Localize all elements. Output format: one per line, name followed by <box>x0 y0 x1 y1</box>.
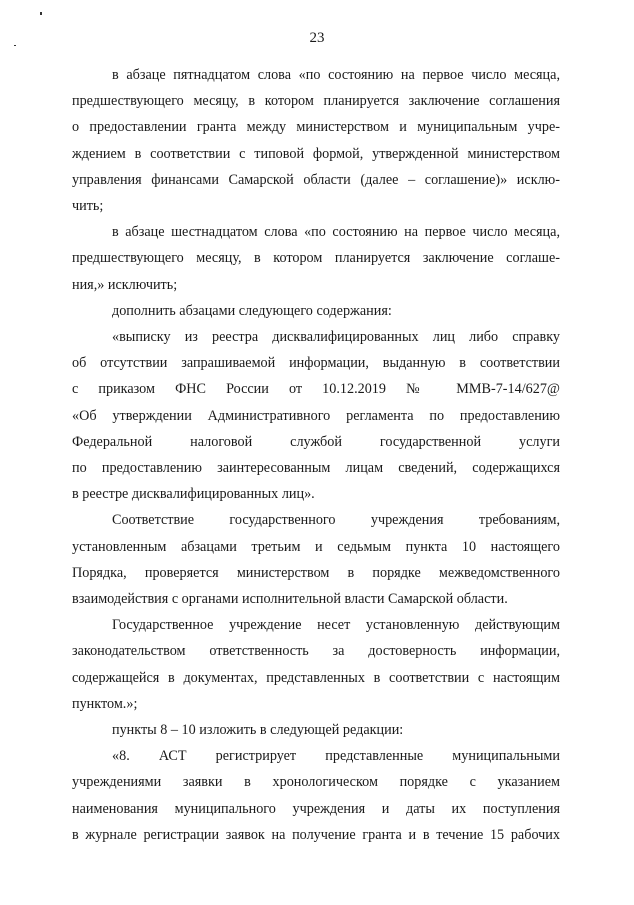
text-line: «выписку из реестра дисквалифицированных лиц либо справку <box>112 329 560 346</box>
text-line: об отсутствии запрашиваемой информации, выданную в соответствии <box>72 355 560 372</box>
text-line: в журнале регистрации заявок на получение гранта и в течение 15 рабочих <box>72 826 560 843</box>
paragraph-5 <box>72 507 560 612</box>
text-line: учреждениями заявки в хронологическом порядке с указанием <box>72 774 560 791</box>
text-line: Соответствие государственного учреждения требованиям, <box>112 512 560 529</box>
text-line: пункты 8 – 10 изложить в следующей редакции: <box>112 722 404 739</box>
document-body <box>72 62 560 848</box>
text-line: предшествующего месяцу, в котором планируется заключение соглаше- <box>72 250 560 267</box>
paragraph-2 <box>72 219 560 298</box>
text-line: Федеральной налоговой службой государственной услуги <box>72 433 560 450</box>
text-line: содержащейся в документах, представленных в соответствии с настоящим <box>72 669 560 686</box>
paragraph-6 <box>72 612 560 717</box>
paragraph-4 <box>72 324 560 507</box>
paragraph-8 <box>72 743 560 848</box>
text-line: установленным абзацами третьим и седьмым пункта 10 настоящего <box>72 538 560 555</box>
paragraph-3 <box>72 298 560 324</box>
text-line: Государственное учреждение несет установленную действующим <box>112 617 560 634</box>
text-line: законодательством ответственность за достоверность информации, <box>72 643 560 660</box>
page-number: 23 <box>309 30 325 46</box>
text-line: Порядка, проверяется министерством в порядке межведомственного <box>72 564 560 581</box>
text-line: в абзаце пятнадцатом слова «по состоянию на первое число месяца, <box>112 67 560 83</box>
text-line: предшествующего месяцу, в котором планируется заключение соглашения <box>72 93 560 110</box>
text-line: наименования муниципального учреждения и даты их поступления <box>72 800 560 817</box>
text-line: в абзаце шестнадцатом слова «по состоянию на первое число месяца, <box>112 224 560 241</box>
text-line: «8. АСТ регистрирует представленные муниципальными <box>112 748 560 765</box>
text-line: о предоставлении гранта между министерством и муниципальным учре- <box>72 119 560 136</box>
scan-mark-dot <box>40 12 42 15</box>
text-line: взаимодействия с органами исполнительной власти Самарской области. <box>72 591 508 608</box>
text-line: дополнить абзацами следующего содержания: <box>112 302 392 319</box>
text-line: пунктом.»; <box>72 695 138 712</box>
text-line: ния,» исключить; <box>72 276 178 293</box>
paragraph-7 <box>72 717 560 743</box>
text-line: с приказом ФНС России от 10.12.2019 № ММВ-7-14/627@ <box>72 381 560 398</box>
paragraph-1 <box>72 62 560 219</box>
text-line: управления финансами Самарской области (далее – соглашение)» исклю- <box>72 171 560 188</box>
text-line: «Об утверждении Административного регламента по предоставлению <box>72 407 560 424</box>
text-line: по предоставлению заинтересованным лицам сведений, содержащихся <box>72 460 560 477</box>
text-line: ждением в соответствии с типовой формой, утвержденной министерством <box>72 145 560 162</box>
text-line: чить; <box>72 198 104 215</box>
text-line: в реестре дисквалифицированных лиц». <box>72 486 315 503</box>
